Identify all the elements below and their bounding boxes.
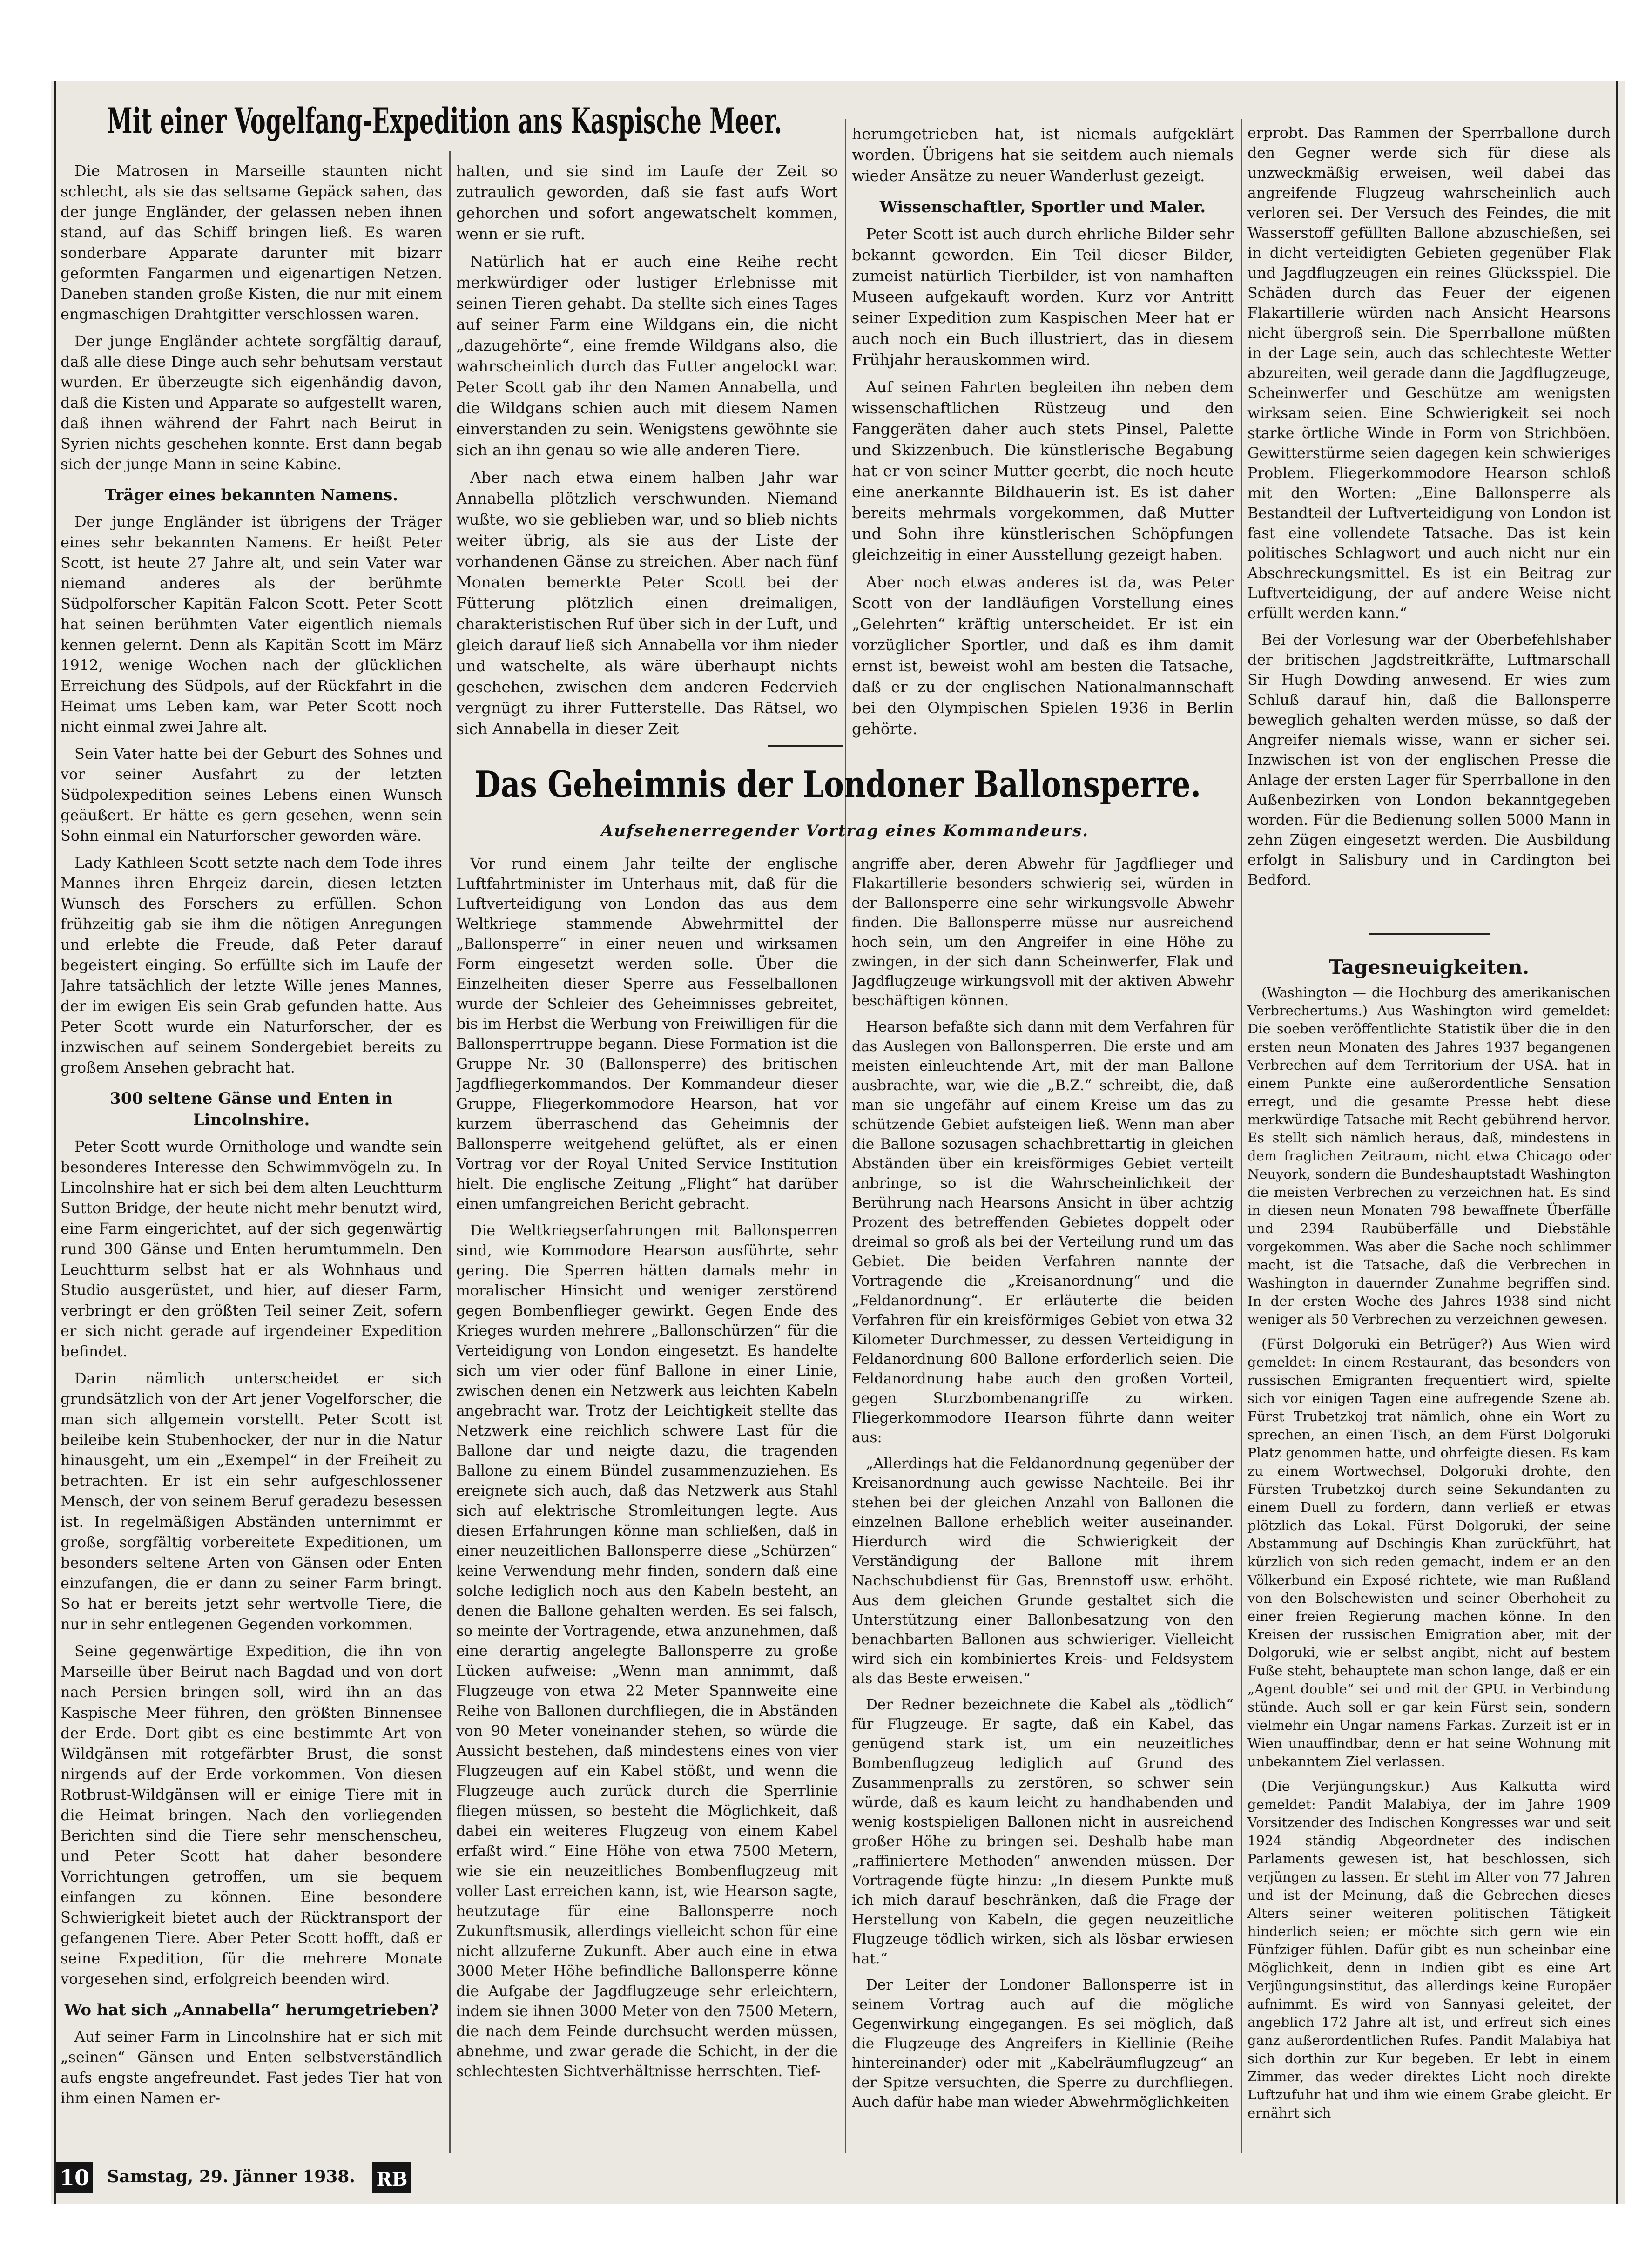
news-item-1: (Washington — die Hochburg des amerikanischen Verbrechertums.) Aus Washington wird gemeldet: Die soeben veröffentlichte Statistik über die in den ersten neun Monaten des Jahres 1937 begangenen Verbrechen auf dem Territorium der USA. hat in einem Punkte eine außerordentliche Sensation erregt, und die gesamte Presse hebt diese merkwürdige Tatsache mit Recht gebührend hervor. Es stellt sich nämlich heraus, daß, mindestens in dem fraglichen Zeitraum, nicht etwa Chicago oder Neuyork, sondern die Bundeshauptstadt Washington die meisten Verbrechen zu verzeichnen hat. Es sind in diesen neun Monaten 798 bewaffnete Überfälle und 2394 Raubüberfälle und Diebstähle vorgekommen. Was aber die Sache noch schlimmer macht, ist die Tatsache, daß die Verbrechen in Washington in dauernder Zunahme begriffen sind. In der ersten Woche des Jahres 1938 sind nicht weniger als 50 Verbrechen zu verzeichnen gewesen. [1247, 985, 1611, 1327]
news-item-2: (Fürst Dolgoruki ein Betrüger?) Aus Wien wird gemeldet: In einem Restaurant, das besonders von russischen Emigranten frequentiert wird, spielte sich vor einigen Tagen eine aufregende Szene ab. Fürst Trubetzkoj trat nämlich, ohne ein Wort zu sprechen, an einen Tisch, an dem Fürst Dolgoruki Platz genommen hatte, und ohrfeigte diesen. Es kam zu einem Wortwechsel, Dolgoruki drohte, den Fürsten Trubetzkoj durch seine Sekundanten zu einem Duell zu fordern, dann verließ er etwas plötzlich das Lokal. Fürst Dolgoruki, der seine Abstammung auf Dschingis Khan zurückführt, hat kürzlich von sich reden gemacht, indem er an den Völkerbund ein Exposé richtete, wie man Rußland von den Bolschewisten und seiner Oberhoheit zu einer freien Regierung machen könne. In den Kreisen der russischen Emigration aber, mit der Dolgoruki, wie er selbst angibt, nicht auf bestem Fuße steht, behauptete man schon lange, daß er ein „Agent double“ sei und mit der GPU. in Verbindung stünde. Auch soll er gar kein Fürst sein, sondern vielmehr ein Ungar namens Farkas. Zurzeit ist er in Wien unauffindbar, denn er hat seine Wohnung mit unbekanntem Ziel verlassen. [1247, 1336, 1611, 1769]
a1-col3-p1: herumgetrieben hat, ist niemals aufgeklärt worden. Übrigens hat sie seitdem auch niemals wieder Ansätze zu neuer Wanderlust gezeigt. [852, 125, 1234, 185]
column-3-lower [852, 854, 1234, 2148]
separator-news [1369, 933, 1490, 935]
a1-col1b-p3: Lady Kathleen Scott setzte nach dem Tode ihres Mannes ihren Ehrgeiz darein, diesen letzten Wunsch des Forschers zu erfüllen. Schon frühzeitig gab sie ihm die nötigen Anregungen und erlebte die Freude, daß Peter darauf begeistert einging. So erfüllte sich im Laufe der Jahre tatsächlich der letzte Wille jenes Mannes, der im ewigen Eis sein Grab gefunden hatte. Aus Peter Scott wurde ein Naturforscher, der es inzwischen auf seinem Sondergebiet bereits zu großem Ansehen gebracht hat. [61, 854, 442, 1076]
a2-col2-p2: Die Weltkriegserfahrungen mit Ballonsperren sind, wie Kommodore Hearson ausführte, sehr gering. Die Sperren hätten damals mehr in moralischer Hinsicht und weniger zerstörend gegen Bombenflieger gewirkt. Gegen Ende des Krieges wurden mehrere „Ballonschürzen“ für die Verteidigung von London eingesetzt. Es handelte sich um vier oder fünf Ballone in einer Linie, zwischen denen ein Netzwerk aus leichten Kabeln angebracht war. Trotz der Leichtigkeit stellte das Netzwerk eine reichlich schwere Last für die Ballone dar und neigte dazu, die tragenden Ballone zu einem Bündel zusammenzuziehen. Es ereignete sich auch, daß das Netzwerk aus Stahl sich auf elektrische Stromleitungen legte. Aus diesen Erfahrungen könne man schließen, daß in einer neuzeitlichen Ballonsperre diese „Schürzen“ keine Verwendung mehr finden, sondern daß eine solche lediglich noch aus den Kabeln besteht, an denen die Ballone gehalten werden. Es sei falsch, so meinte der Vortragende, etwa anzunehmen, daß eine derartig angelegte Ballonsperre zu große Lücken aufweise: „Wenn man annimmt, daß Flugzeuge von etwa 22 Meter Spannweite eine Reihe von Ballonen durchfliegen, die in Abständen von 90 Meter voneinander stehen, so würde die Aussicht bestehen, daß mindestens eines von vier Flugzeugen auf ein Kabel stößt, und wenn die Flugzeuge auch zurück durch die Sperrlinie fliegen müssen, so besteht die Möglichkeit, daß dabei ein weiteres Flugzeug von einem Kabel erfaßt wird.“ Eine Höhe von etwa 7500 Metern, wie sie ein neuzeitliches Bombenflugzeug mit voller Last erreichen kann, ist, wie Hearson sagte, heutzutage für eine Ballonsperre noch Zukunftsmusik, allerdings vielleicht schon für eine nicht allzuferne Zukunft. Aber auch eine in etwa 3000 Meter Höhe befindliche Ballonsperre könne die Aufgabe der Jagdflugzeuge sehr erleichtern, indem sie ihnen 3000 Meter von den 7500 Metern, die nach dem Feinde durchsucht werden müssen, abnehme, und zwar gerade die Schicht, in der die schlechtesten Sichtverhältnisse herrschten. Tief- [456, 1222, 838, 2080]
left-edge-rule [54, 81, 56, 2204]
a2-col3-p2: Hearson befaßte sich dann mit dem Verfahren für das Auslegen von Ballonsperren. Die erste und am meisten einleuchtende Art, mit der man Ballone ausbrachte, war, wie die „B.Z.“ schreibt, die, daß man sie ungefähr auf einem Kreise um das zu schützende Gebiet aufsteigen ließ. Wenn man aber die Ballone sozusagen schachbrettartig in gleichen Abständen über ein kreisförmiges Gebiet verteilt anbringe, so ist die Wahrscheinlichkeit der Berührung nach Hearsons Ansicht in über achtzig Prozent des betreffenden Gebietes doppelt oder dreimal so groß als bei der Verteilung rund um das Gebiet. Die beiden Verfahren nannte der Vortragende die „Kreisanordnung“ und die „Feldanordnung“. Er erläuterte die beiden Verfahren für ein kreisförmiges Gebiet von etwa 32 Kilometer Durchmesser, zu dessen Verteidigung in Feldanordnung 600 Ballone erforderlich seien. Die Feldanordnung habe auch den großen Vorteil, gegen Sturzbombenangriffe zu wirken. Fliegerkommodore Hearson führte dann weiter aus: [852, 1019, 1234, 1446]
a1-col1-p2: Der junge Engländer achtete sorgfältig darauf, daß alle diese Dinge auch sehr behutsam verstaut wurden. Er überzeugte sich eigenhändig davon, daß die Kisten und Apparate so aufgestellt waren, daß ihnen während der Fahrt nach Beirut in Syrien nichts geschehen konnte. Erst dann begab sich der junge Mann in seine Kabine. [61, 332, 442, 473]
page-number: 10 [56, 2162, 93, 2193]
a2-col3-p5: Der Leiter der Londoner Ballonsperre ist in seinem Vortrag auch auf die mögliche Gegenwirkung eingegangen. Es sei möglich, daß die Flugzeuge des Angreifers in Kiellinie (Reihe hintereinander) oder mit „Kabelräumflugzeug“ an der Spitze versuchten, die Sperre zu durchfliegen. Auch dafür habe man wieder Abwehrmöglichkeiten [852, 1977, 1234, 2111]
separator-article2 [768, 745, 843, 747]
column-4-upper [1247, 123, 1611, 924]
news-item-3: (Die Verjüngungskur.) Aus Kalkutta wird gemeldet: Pandit Malabiya, der im Jahre 1909 Vorsitzender des Indischen Kongresses war und seit 1924 ständig Abgeordneter des indischen Parlaments gewesen ist, hat beschlossen, sich verjüngen zu lassen. Er steht im Alter von 77 Jahren und ist der Meinung, daß die Gebrechen dieses Alters seiner weiteren politischen Tätigkeit hinderlich seien; er möchte sich gern wie ein Fünfziger fühlen. Dafür gibt es nun scheinbar eine Möglichkeit, denn in Indien gibt es eine Art Verjüngungsinstitut, das allerdings keine Europäer aufnimmt. Es wird von Sannyasi geleitet, der angeblich 172 Jahre alt ist, und erfreut sich eines ganz außerordentlichen Rufes. Pandit Malabiya hat sich dorthin zur Kur begeben. Er lebt in einem Zimmer, das weder direktes Licht noch direkte Luftzufuhr hat und ihm wie einem Grabe gleicht. Er ernährt sich [1247, 1778, 1611, 2121]
a1-subheading-1: Träger eines bekannten Namens. [104, 486, 398, 505]
column-2-lower [456, 854, 838, 2148]
a1-subheading-2: 300 seltene Gänse und Enten in Lincolnshire. [110, 1089, 393, 1129]
newspaper-page [51, 81, 1625, 2204]
newspaper-logo: RB [372, 2162, 411, 2193]
a1-col2-p1: halten, und sie sind im Laufe der Zeit so zutraulich geworden, daß sie fast aufs Wort gehorchen und sofort angewatschelt kommen, wenn er sie ruft. [456, 162, 838, 243]
a1-col1b-p1: Der junge Engländer ist übrigens der Träger eines sehr bekannten Namens. Er heißt Peter Scott, ist heute 27 Jahre alt, und sein Vater war niemand anderes als der berühmte Südpolforscher Kapitän Falcon Scott. Peter Scott hat seinen berühmten Vater eigentlich niemals kennen gelernt. Denn als Kapitän Scott im März 1912, wenige Wochen nach der glücklichen Erreichung des Südpols, auf der Rückfahrt in die Heimat ums Leben kam, war Peter Scott noch nicht einmal zwei Jahre alt. [61, 513, 442, 735]
a2-col4-p2: Bei der Vorlesung war der Oberbefehlshaber der britischen Jagdstreitkräfte, Luftmarschall Sir Hugh Dowding anwesend. Er wies zum Schluß darauf hin, daß die Ballonsperre beweglich gehalten werden müsse, so daß der Angreifer niemals wisse, wann er sicher sei. Inzwischen ist von der englischen Presse die Anlage der ersten Lager für Sperrballone in den Außenbezirken von London bekanntgegeben worden. Für die Bedienung sollen 5000 Mann in zehn Zügen eingesetzt werden. Die Ausbildung erfolgt in Salisbury und in Cardington bei Bedford. [1247, 632, 1611, 889]
column-rule-1 [449, 151, 451, 2153]
a2-col4-p1: erprobt. Das Rammen der Sperrballone durch den Gegner werde sich für diese als unzweckmäßig erweisen, weil dabei das angreifende Flugzeug wahrscheinlich auch verloren sei. Der Versuch des Feindes, die mit Wasserstoff gefüllten Ballone abzuschießen, sei in dicht verteidigten Gebieten gegenüber Flak und Jagdflugzeugen ein reines Glücksspiel. Die Schäden durch das Feuer der eigenen Flakartillerie würden nach Ansicht Hearsons nicht übergroß sein. Die Sperrballone müßten in der Lage sein, auch das schlechteste Wetter abzureiten, weil gerade dann die Jagdflugzeuge, Scheinwerfer und Geschütze am wenigsten wirksam seien. Eine Schwierigkeit sei noch starke örtliche Winde in Form von Strichböen. Gewitterstürme seien dagegen kein schwieriges Problem. Fliegerkommodore Hearson schloß mit den Worten: „Eine Ballonsperre als Bestandteil der Luftverteidigung von London ist fast eine vollendete Tatsache. Das ist kein politisches Schlagwort und auch nicht nur ein Abschreckungsmittel. Es ist ein Beitrag zur Luftverteidigung, der auf andere Weise nicht erfüllt werden kann.“ [1247, 125, 1611, 622]
issue-date: Samstag, 29. Jänner 1938. [107, 2167, 355, 2186]
right-edge-rule [1616, 81, 1618, 2204]
column-rule-3 [1241, 119, 1242, 2153]
a1-col3b-p2: Auf seinen Fahrten begleiten ihn neben dem wissenschaftlichen Rüstzeug und den Fanggeräten daher auch stets Pinsel, Palette und Skizzenbuch. Die künstlerische Begabung hat er von seiner Mutter geerbt, die noch heute eine anerkannte Bildhauerin ist. Es ist daher bereits mehrmals vorgekommen, daß Mutter und Sohn ihre künstlerischen Schöpfungen gleichzeitig in einer Ausstellung gezeigt haben. [852, 378, 1234, 564]
news-heading: Tagesneuigkeiten. [1328, 956, 1530, 978]
article2-subhead: Aufsehenerregender Vortrag eines Kommandeurs. [600, 822, 1089, 840]
a1-col1c-p1: Peter Scott wurde Ornithologe und wandte sein besonderes Interesse den Schwimmvögeln zu. In Lincolnshire hat er sich bei dem alten Leuchtturm Sutton Bridge, der heute nicht mehr benutzt wird, eine Farm eingerichtet, auf der sich gegenwärtig rund 300 Gänse und Enten herumtummeln. Den Leuchtturm selbst hat er als Wohnhaus und Studio ausgerüstet, und hier, auf dieser Farm, verbringt er den größten Teil seiner Zeit, sofern er sich nicht gerade auf irgendeiner Expedition befindet. [61, 1138, 442, 1360]
a1-col1b-p2: Sein Vater hatte bei der Geburt des Sohnes und vor seiner Ausfahrt zu der letzten Südpolexpedition seines Lebens einen Wunsch geäußert. Er hätte es gern gesehen, wenn sein Sohn einmal ein Naturforscher geworden wäre. [61, 745, 442, 844]
a1-col1-paras [61, 161, 442, 474]
a1-col1d-p1: Auf seiner Farm in Lincolnshire hat er sich mit „seinen“ Gänsen und Enten selbstverständlich aufs engste angefreundet. Fast jedes Tier hat von ihm einen Namen er- [61, 2028, 442, 2107]
article1-headline: Mit einer Vogelfang-Expedition ans Kaspische Meer. [107, 100, 782, 142]
column-1 [61, 161, 442, 2148]
a1-col2-p2: Natürlich hat er auch eine Reihe recht merkwürdiger oder lustiger Erlebnisse mit seinen Tieren gehabt. Da stellte sich eines Tages auf seiner Farm eine Wildgans ein, die nicht „dazugehörte“, eine fremde Wildgans also, die wahrscheinlich durch das Futter angelockt war. Peter Scott gab ihr den Namen Annabella, und die Wildgans schien auch mit diesem Namen einverstanden zu sein. Wenigstens gewöhnte sie sich an ihn genau so wie alle anderen Tiere. [456, 252, 838, 459]
column-2-upper [456, 161, 838, 789]
a1-col3b-p1: Peter Scott ist auch durch ehrliche Bilder sehr bekannt geworden. Ein Teil dieser Bilder, zumeist natürlich Tierbilder, ist von namhaften Museen aufgekauft worden. Kurz vor Antritt seiner Expedition zum Kaspischen Meer hat er auch noch ein Buch illustriert, das in diesem Frühjahr herauskommen wird. [852, 225, 1234, 369]
a1-col2-p3: Aber nach etwa einem halben Jahr war Annabella plötzlich verschwunden. Niemand wußte, wo sie geblieben war, und so blieb nichts weiter übrig, als sie aus der Liste der vorhandenen Gänse zu streichen. Aber nach fünf Monaten bemerkte Peter Scott bei der Fütterung plötzlich einen dreimaligen, charakteristischen Ruf über sich in der Luft, und gleich darauf ließ sich Annabella vor ihm nieder und watschelte, als wäre überhaupt nichts geschehen, zwischen dem anderen Federvieh vergnügt zu ihrer Futterstelle. Das Rätsel, wo sich Annabella in dieser Zeit [456, 468, 838, 738]
column-rule-2 [845, 119, 846, 2153]
a2-col3-p3: „Allerdings hat die Feldanordnung gegenüber der Kreisanordnung auch gewisse Nachteile. Bei ihr stehen bei der gleichen Anzahl von Ballonen die einzelnen Ballone erheblich weiter auseinander. Hierdurch wird die Schwierigkeit der Verständigung der Ballone mit ihrem Nachschubdienst für Gas, Brennstoff usw. erhöht. Aus dem gleichen Grunde gestaltet sich die Unterstützung einer Ballonbesatzung von den benachbarten Ballonen aus schwieriger. Vielleicht wird sich ein kombiniertes Kreis- und Feldsystem als das Beste erweisen.“ [852, 1455, 1234, 1687]
a1-col1-p1: Die Matrosen in Marseille staunten nicht schlecht, als sie das seltsame Gepäck sahen, das der junge Engländer, der gelassen neben ihnen stand, auf das Schiff bringen ließ. Es waren sonderbare Apparate darunter mit bizarr geformten Fangarmen und eigenartigen Netzen. Daneben standen große Kisten, die nur mit einem engmaschigen Drahtgitter verschlossen waren. [61, 162, 442, 323]
article2-headline: Das Geheimnis der Londoner Ballonsperre. [475, 763, 1201, 806]
a1-col3b-p3: Aber noch etwas anderes ist da, was Peter Scott von der landläufigen Vorstellung eines „Gelehrten“ kräftig unterscheidet. Er ist ein vorzüglicher Sportler, und daß es ihm damit ernst ist, beweist wohl am besten die Tatsache, daß er zu der englischen Nationalmannschaft bei den Olympischen Spielen 1936 in Berlin gehörte. [852, 573, 1234, 738]
column-4-news [1247, 947, 1611, 2153]
a1-col1c-p3: Seine gegenwärtige Expedition, die ihn von Marseille über Beirut nach Bagdad und von dort nach Persien bringen soll, wird ihn an das Kaspische Meer führen, den größten Binnensee der Erde. Dort gibt es eine bestimmte Art von Wildgänsen mit rotgefärbter Brust, die sonst nirgends auf der Erde vorkommen. Von diesen Rotbrust-Wildgänsen will er einige Tiere mit in die Heimat bringen. Nach den vorliegenden Berichten sind die Tiere sehr menschenscheu, und Peter Scott hat daher besondere Vorrichtungen getroffen, um sie bequem einfangen zu können. Eine besondere Schwierigkeit bietet auch der Rücktransport der gefangenen Tiere. Aber Peter Scott hofft, daß er seine Expedition, für die mehrere Monate vorgesehen sind, erfolgreich beenden wird. [61, 1642, 442, 1988]
a2-col3-p1: angriffe aber, deren Abwehr für Jagdflieger und Flakartillerie besonders schwierig sei, würden in der Ballonsperre eine sehr wirkungsvolle Abwehr finden. Die Ballonsperre müsse nur ausreichend hoch sein, um den Angreifer in eine Höhe zu zwingen, in der sich dann Scheinwerfer, Flak und Jagdflugzeuge wirkungsvoll mit der aktiven Abwehr beschäftigen können. [852, 856, 1234, 1009]
a2-col3-p4: Der Redner bezeichnete die Kabel als „tödlich“ für Flugzeuge. Er sagte, daß ein Kabel, das genügend stark ist, um ein neuzeitliches Bombenflugzeug lediglich auf Grund des Zusammenpralls zu zerstören, so schwer sein würde, daß es kaum leicht zu handhabenden und wenig kostspieligen Ballonen nicht in ausreichend großer Höhe zu bringen sei. Deshalb habe man „raffiniertere Methoden“ anwenden müssen. Der Vortragende fügte hinzu: „In diesem Punkte muß ich mich darauf beschränken, daß die Frage der Herstellung von Kabeln, die gegen neuzeitliche Flugzeuge tödlich wirken, sich als lösbar erwiesen hat.“ [852, 1696, 1234, 1967]
column-3-upper [852, 123, 1234, 789]
a2-col2-p1: Vor rund einem Jahr teilte der englische Luftfahrtminister im Unterhaus mit, daß für die Luftverteidigung von London das aus dem Weltkriege stammende Abwehrmittel der „Ballonsperre“ in einer neuen und wirksamen Form eingesetzt werden solle. Über die Einzelheiten dieser Sperre aus Fesselballonen wurde der Schleier des Geheimnisses gebreitet, bis im Herbst die Werbung von Freiwilligen für die Ballonsperrtruppe begann. Diese Formation ist die Gruppe Nr. 30 (Ballonsperre) des britischen Jagdfliegerkommandos. Der Kommandeur dieser Gruppe, Fliegerkommodore Hearson, hat vor kurzem überraschend das Geheimnis der Ballonsperre weitgehend gelüftet, als er einen Vortrag vor der Royal United Service Institution hielt. Die englische Zeitung „Flight“ hat darüber einen umfangreichen Bericht gebracht. [456, 856, 838, 1213]
a1-col1c-p2: Darin nämlich unterscheidet er sich grundsätzlich von der Art jener Vogelforscher, die man sich allgemein vorstellt. Peter Scott ist beileibe kein Stubenhocker, der nur in die Natur hinausgeht, um ein „Exempel“ in der Freiheit zu betrachten. Er ist ein sehr aufgeschlossener Mensch, der von seinem Beruf geradezu besessen ist. In regelmäßigen Abständen unternimmt er große, sorgfältig vorbereitete Expeditionen, um besonders seltene Arten von Gänsen oder Enten einzufangen, die er dann zu seiner Farm bringt. So hat er bereits jetzt sehr wertvolle Tiere, die nur in sehr entlegenen Gegenden vorkommen. [61, 1369, 442, 1633]
a1-subheading-3: Wo hat sich „Annabella“ herumgetrieben? [64, 2001, 439, 2019]
a1-subheading-4: Wissenschaftler, Sportler und Maler. [879, 198, 1206, 216]
